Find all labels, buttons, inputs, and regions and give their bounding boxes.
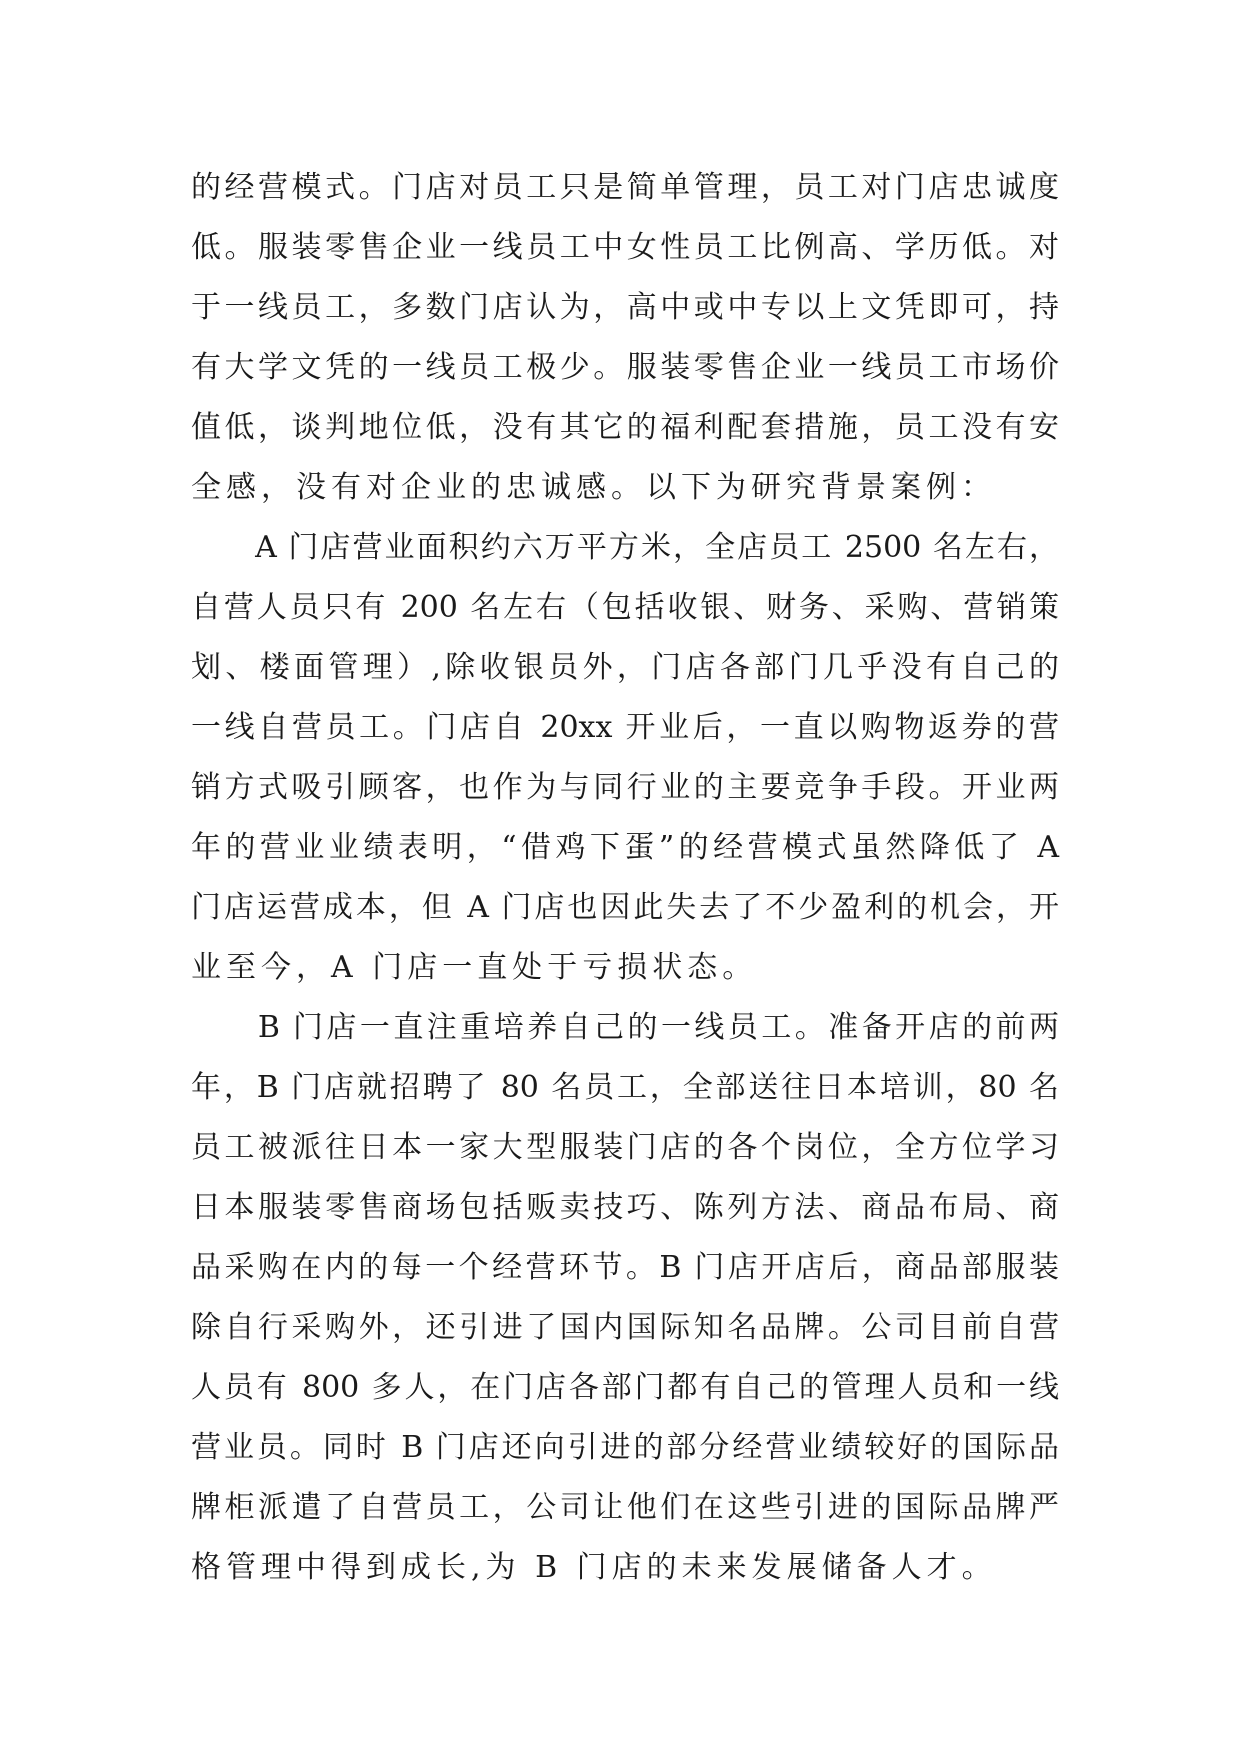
text-line: 年，B 门店就招聘了 80 名员工，全部送往日本培训，80 名 xyxy=(191,1070,1059,1105)
text-line: 员工被派往日本一家大型服装门店的各个岗位，全方位学习 xyxy=(191,1130,1059,1165)
text-line: 人员有 800 多人，在门店各部门都有自己的管理人员和一线 xyxy=(191,1370,1059,1405)
text-line: 业至今，A 门店一直处于亏损状态。 xyxy=(191,950,758,985)
text-line: 于一线员工，多数门店认为，高中或中专以上文凭即可，持 xyxy=(191,290,1059,325)
text-line: 品采购在内的每一个经营环节。B 门店开店后，商品部服装 xyxy=(191,1250,1059,1285)
text-line: 的经营模式。门店对员工只是简单管理，员工对门店忠诚度 xyxy=(191,170,1059,205)
text-line: 全感，没有对企业的忠诚感。以下为研究背景案例： xyxy=(191,470,996,505)
text-line: 日本服装零售商场包括贩卖技巧、陈列方法、商品布局、商 xyxy=(191,1190,1059,1225)
paragraph-2 xyxy=(191,518,1059,998)
text-line: 格管理中得到成长,为 B 门店的未来发展储备人才。 xyxy=(191,1550,997,1585)
body-text xyxy=(191,158,1059,1598)
paragraph-3 xyxy=(191,998,1059,1598)
text-line: 低。服装零售企业一线员工中女性员工比例高、学历低。对 xyxy=(191,230,1059,265)
text-line: 门店运营成本，但 A 门店也因此失去了不少盈利的机会，开 xyxy=(191,890,1059,925)
text-line: 划、楼面管理）,除收银员外，门店各部门几乎没有自己的 xyxy=(191,650,1059,685)
paragraph-1 xyxy=(191,158,1059,518)
text-line: 牌柜派遣了自营员工，公司让他们在这些引进的国际品牌严 xyxy=(191,1490,1059,1525)
text-line: 除自行采购外，还引进了国内国际知名品牌。公司目前自营 xyxy=(191,1310,1059,1345)
text-line: 自营人员只有 200 名左右（包括收银、财务、采购、营销策 xyxy=(191,590,1059,625)
text-line: 有大学文凭的一线员工极少。服装零售企业一线员工市场价 xyxy=(191,350,1059,385)
text-line: B 门店一直注重培养自己的一线员工。准备开店的前两 xyxy=(191,1010,1059,1045)
text-line: 销方式吸引顾客，也作为与同行业的主要竞争手段。开业两 xyxy=(191,770,1059,805)
text-line: 一线自营员工。门店自 20xx 开业后，一直以购物返券的营 xyxy=(191,710,1059,745)
text-line: 年的营业业绩表明，“借鸡下蛋”的经营模式虽然降低了 A xyxy=(191,830,1059,865)
text-line: 值低，谈判地位低，没有其它的福利配套措施，员工没有安 xyxy=(191,410,1059,445)
text-line: 营业员。同时 B 门店还向引进的部分经营业绩较好的国际品 xyxy=(191,1430,1059,1465)
text-line: A 门店营业面积约六万平方米，全店员工 2500 名左右， xyxy=(191,530,1059,565)
